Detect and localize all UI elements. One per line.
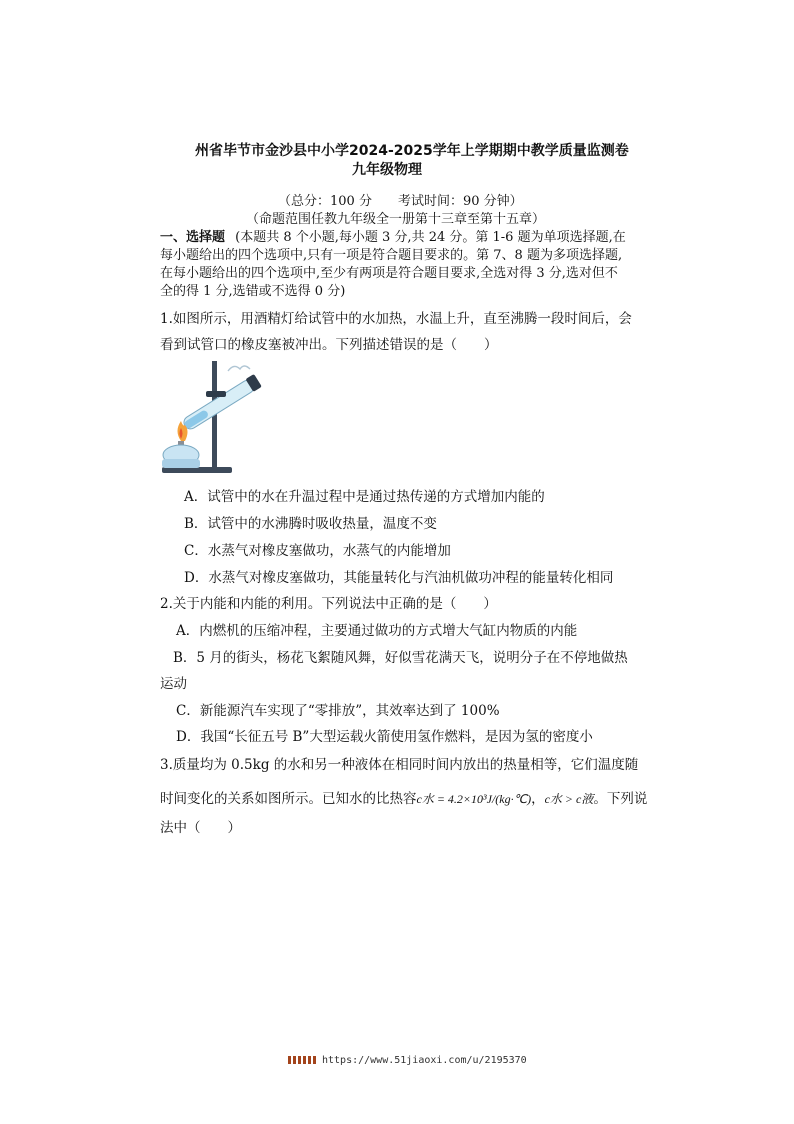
q3-stem-line2-prefix: 时间变化的关系如图所示。已知水的比热容	[160, 791, 417, 807]
q3-stem-line1: 3.质量均为 0.5kg 的水和另一种液体在相同时间内放出的热量相等，它们温度随	[160, 757, 639, 773]
exam-info: （总分：100 分 考试时间：90 分钟）	[278, 194, 523, 209]
q3-stem-line2: 时间变化的关系如图所示。已知水的比热容c水 = 4.2×10³J/(kg·℃)，c水 > c液。下列说	[160, 791, 648, 807]
q2-option-c: C．新能源汽车实现了“零排放”，其效率达到了 100%	[176, 703, 500, 719]
instructions-line2: 每小题给出的四个选项中,只有一项是符合题目要求的。第 7、8 题为多项选择题,	[160, 248, 623, 263]
q2-stem: 2.关于内能和内能的利用。下列说法中正确的是（ ）	[160, 596, 497, 612]
q3-stem-line3: 法中（ ）	[160, 820, 241, 836]
instructions-line3: 在每小题给出的四个选项中,至少有两项是符合题目要求,全选对得 3 分,选对但不	[160, 266, 618, 281]
q1-stem-line1: 1.如图所示，用酒精灯给试管中的水加热，水温上升，直至沸腾一段时间后，会	[160, 311, 632, 327]
exam-title: 州省毕节市金沙县中小学2024-2025学年上学期期中教学质量监测卷	[195, 143, 629, 159]
exam-scope: （命题范围任教九年级全一册第十三章至第十五章）	[246, 212, 546, 227]
q3-stem-line2-suffix: 。下列说	[593, 791, 648, 807]
section-instructions	[160, 229, 626, 247]
instructions-line4: 全的得 1 分,选错或不选得 0 分)	[160, 284, 346, 299]
site-logo-icon	[288, 1056, 316, 1064]
q1-option-b: B．试管中的水沸腾时吸收热量，温度不变	[184, 516, 437, 532]
section-heading: 一、选择题	[160, 230, 226, 245]
instructions-line1: (本题共 8 个小题,每小题 3 分,共 24 分。第 1-6 题为单项选择题,在	[235, 230, 626, 245]
q1-stem-line2: 看到试管口的橡皮塞被冲出。下列描述错误的是（ ）	[160, 337, 498, 353]
page-footer	[288, 1055, 527, 1066]
q2-option-b-line1: B．5 月的街头，杨花飞絮随风舞，好似雪花满天飞，说明分子在不停地做热	[173, 650, 628, 666]
q1-option-c: C．水蒸气对橡皮塞做功，水蒸气的内能增加	[184, 543, 451, 559]
q2-option-a: A．内燃机的压缩冲程，主要通过做功的方式增大气缸内物质的内能	[176, 623, 578, 639]
q3-specific-heat-formula: c水 = 4.2×10³J/(kg·℃)	[416, 792, 532, 806]
q2-option-d: D．我国“长征五号 B”大型运载火箭使用氢作燃料，是因为氢的密度小	[176, 729, 593, 745]
q3-specific-heat-relation: c水 > c液	[544, 792, 594, 806]
q2-option-b-line2: 运动	[160, 676, 187, 692]
q1-option-a: A．试管中的水在升温过程中是通过热传递的方式增加内能的	[184, 489, 545, 505]
exam-subtitle: 九年级物理	[352, 162, 422, 178]
q1-option-d: D．水蒸气对橡皮塞做功，其能量转化与汽油机做功冲程的能量转化相同	[184, 570, 614, 586]
alcohol-lamp-test-tube-figure	[158, 355, 268, 477]
footer-url[interactable]: https://www.51jiaoxi.com/u/2195370	[322, 1055, 527, 1066]
